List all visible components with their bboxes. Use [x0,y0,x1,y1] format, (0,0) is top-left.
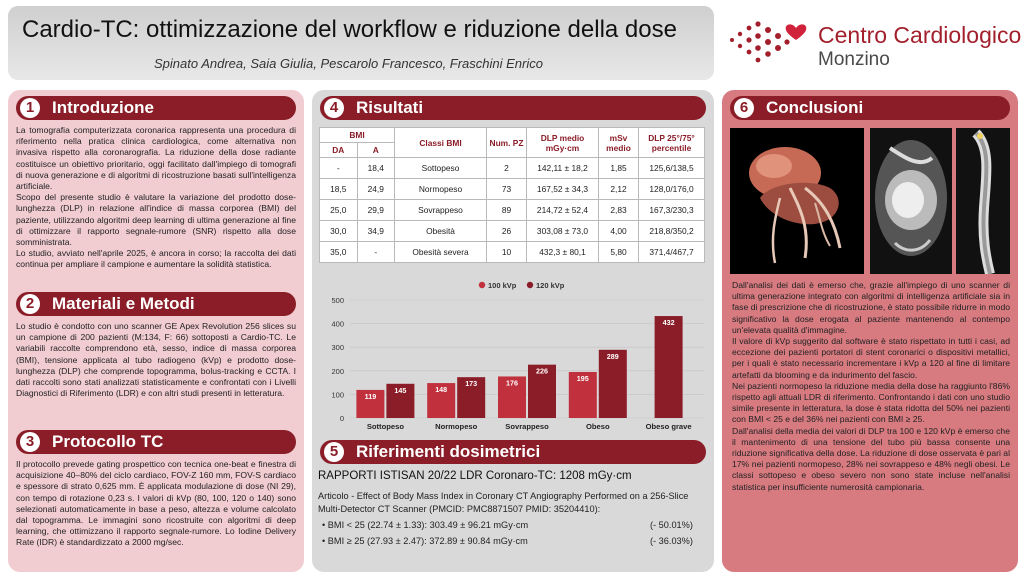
legend-label: 120 kVp [536,281,565,290]
cell-pct: 218,8/350,2 [639,221,705,242]
cell-msv: 2,12 [599,179,639,200]
cell-da: 30,0 [320,221,358,242]
cell-a: - [357,242,395,263]
col-pct: DLP 25°/75° percentile [639,128,705,158]
logo-dots-heart-icon [718,10,813,76]
cell-pct: 371,4/467,7 [639,242,705,263]
section-number: 4 [324,98,344,118]
section-header-introduzione [16,96,296,120]
data-label: 432 [662,318,675,328]
methods-text [16,321,296,399]
cell-msv: 2,83 [599,200,639,221]
section-title: Risultati [356,98,424,117]
cell-num: 89 [487,200,527,221]
conclusions-p4: Dall'analisi della media dei valori di DLP tra 100 e 120 kVp è emerso che il mantenimento di una tensione del tubo più bassa consente una riduzione significativa della dose. La riduzione di dose osservata è pari al 17% nei pazienti normopeso, 28% nei sovrappeso e 48% negli obesi. Le classi sottopeso e obeso severo non sono state incluse nell'analisi statistica per insufficiente numerosità campionaria. [732,425,1010,492]
intro-p2: Scopo del presente studio è valutare la variazione del prodotto dose-lunghezza (DLP) in relazione all'indice di massa corporea (BMI) del paziente, utilizzando algoritmi deep learning di ultima generazione al fine di ottimizzare il rapporto segnale-rumore (SNR) rispetto alla dose somministrata. [16,192,296,248]
section-title: Introduzione [52,98,154,117]
col-msv: mSv medio [599,128,639,158]
section-title: Materiali e Metodi [52,294,195,313]
data-label: 289 [606,351,619,361]
bar-120kVp-Obeso-grave [655,316,683,418]
section-title: Riferimenti dosimetrici [356,442,541,461]
cell-num: 10 [487,242,527,263]
ct-vessel-icon [956,128,1010,274]
cell-pct: 128,0/176,0 [639,179,705,200]
logo-line-1: Centro Cardiologico [818,22,1022,48]
ref-bullet-2-text: BMI ≥ 25 (27.93 ± 2.47): 372.89 ± 90.84 mGy·cm [327,536,528,546]
x-tick-label: Obeso grave [645,422,692,431]
conclusions-p1: Dall'analisi dei dati è emerso che, grazie all'impiego di uno scanner di ultima generazione integrato con algoritmi di intelligenza artificiale sia in fase di prescrizione che di ricostruzione, è stato possibile ridurre in modo significativo la dose erogata al paziente mantenendo al contempo un'elevata qualità d'immagine. [732,280,1010,335]
x-tick-label: Sovrappeso [505,422,549,431]
cell-dlp: 303,08 ± 73,0 [527,221,599,242]
ct-image-axial [870,128,952,274]
ref-article: Articolo - Effect of Body Mass Index in Coronary CT Angiography Performed on a 256-Slice Multi-Detector CT Scanner (PMCID: PMC8871507 PMID: 35204410): [318,491,689,514]
cell-classe: Sottopeso [395,158,487,179]
section-header-conclusioni [730,96,1010,120]
legend-swatch [479,282,485,288]
cell-msv: 5,80 [599,242,639,263]
ct-image-vessel [956,128,1010,274]
conclusions-text [732,280,1010,493]
section-title: Protocollo TC [52,432,164,451]
dlp-bar-chart [316,278,710,436]
data-label: 176 [506,378,518,388]
data-label: 173 [465,379,478,389]
ref-title: RAPPORTI ISTISAN 20/22 LDR Coronaro-TC: 1208 mGy·cm [318,470,632,482]
legend-swatch [527,282,533,288]
page-title: Cardio-TC: ottimizzazione del workflow e riduzione della dose [22,16,677,43]
cell-num: 73 [487,179,527,200]
methods-p1: Lo studio è condotto con uno scanner GE Apex Revolution 256 slices su un campione di 200 pazienti (M:134, F: 66) sottoposti a Cardio-TC. Le variabili raccolte comprendono età, sesso, indice di massa corporea (BMI), tensione applicata al tubo radiogeno (kVp) e prodotto dose-lunghezza (DLP) che comprende topogramma, bolus-tracking e CCTA. I dati raccolti sono stati analizzati statisticamente e confrontati con i Livelli Diagnostici di Riferimento (LDR) e con altri studi presenti in letteratura. [16,321,296,399]
col-dlp: DLP medio mGy·cm [527,128,599,158]
ct-axial-icon [870,128,952,274]
y-tick-label: 0 [339,414,344,423]
cell-da: 18,5 [320,179,358,200]
cell-dlp: 214,72 ± 52,4 [527,200,599,221]
cell-classe: Obesità [395,221,487,242]
section-header-materiali [16,292,296,316]
cell-num: 26 [487,221,527,242]
cell-a: 34,9 [357,221,395,242]
data-label: 226 [536,366,548,376]
section-number: 3 [20,432,40,452]
header-banner [8,6,714,80]
section-header-riferimenti [320,440,706,464]
cell-pct: 125,6/138,5 [639,158,705,179]
table-row [320,179,705,200]
cell-msv: 1,85 [599,158,639,179]
col-bmi: BMI [320,128,395,143]
cell-dlp: 167,52 ± 34,3 [527,179,599,200]
heart-render-icon [730,128,864,274]
intro-p1: La tomografia computerizzata coronarica rappresenta una procedura di riferimento nella pratica clinica cardiologica, come alternativa non invasiva rispetto alla coronarografia. La riduzione della dose radiante costituisce un obiettivo prioritario, oggi facilitato dall'impiego di tomografi di nuova generazione e di algoritmi di ricostruzione basati sull'intelligenza artificiale. [16,125,296,192]
cell-dlp: 432,3 ± 80,1 [527,242,599,263]
ref-bullet-1-pct: (- 50.01%) [650,520,693,530]
data-label: 145 [394,385,407,395]
ref-bullet-2-pct: (- 36.03%) [650,536,693,546]
cell-da: 35,0 [320,242,358,263]
legend-label: 100 kVp [488,281,517,290]
x-tick-label: Normopeso [435,422,478,431]
x-tick-label: Obeso [585,422,610,431]
section-title: Conclusioni [766,98,864,117]
ref-bullet-2: • BMI ≥ 25 (27.93 ± 2.47): 372.89 ± 90.84 mGy·cm [322,536,528,546]
y-tick-label: 100 [331,390,344,400]
protocol-p1: Il protocollo prevede gating prospettico con tecnica one-beat e finestra di acquisizione 40–80% del ciclo cardiaco, FOV-Z 160 mm, FOV-S cardiaco e spessore di strato 0,625 mm. È applicata modulazione di dose (NI 29), con tempo di rotazione 0,23 s. I valori di kVp (80, 100, 120 o 140) sono selezionati automaticamente in base a peso, altezza e volume calcolato dal topogramma. Le immagini sono ricostruite con algoritmi di deep learning, che ottimizzano il rapporto segnale-rumore. Lo Iodine Delivery Rate (IDR) è standardizzato a 2000 mg/sec. [16,459,296,548]
cell-classe: Obesità severa [395,242,487,263]
intro-p3: Lo studio, avviato nell'aprile 2025, è ancora in corso; la raccolta dei dati continua per ampliare il campione e aumentare la solidità statistica. [16,248,296,270]
cell-da: 25,0 [320,200,358,221]
table-row [320,158,705,179]
section-number: 6 [734,98,754,118]
section-header-protocollo [16,430,296,454]
cell-a: 29,9 [357,200,395,221]
cell-a: 18,4 [357,158,395,179]
section-number: 1 [20,98,40,118]
protocol-text [16,459,296,549]
cell-da: - [320,158,358,179]
section-number: 5 [324,442,344,462]
cell-classe: Sovrappeso [395,200,487,221]
cell-dlp: 142,11 ± 18,2 [527,158,599,179]
data-label: 148 [435,385,448,395]
table-row [320,221,705,242]
ref-bullet-1: • BMI < 25 (22.74 ± 1.33): 303.49 ± 96.21 mGy·cm [322,520,529,530]
cell-classe: Normopeso [395,179,487,200]
y-tick-label: 200 [331,366,344,376]
ct-image-3d-heart [730,128,864,274]
cell-num: 2 [487,158,527,179]
logo [718,10,1022,76]
results-table [319,127,705,263]
ref-bullet-1-text: BMI < 25 (22.74 ± 1.33): 303.49 ± 96.21 mGy·cm [327,520,529,530]
intro-text [16,125,296,271]
col-num: Num. PZ [487,128,527,158]
conclusions-p3: Nei pazienti normopeso la riduzione media della dose ha raggiunto l'86% rispetto agli attuali LDR di riferimento. Confrontando i dati con uno studio simile presente in letteratura, la dose è stata ridotta del 50% nei pazienti con BMI < 25 e del 36% nei pazienti con BMI ≥ 25. [732,380,1010,425]
logo-line-2: Monzino [818,49,890,70]
y-tick-label: 300 [331,343,344,353]
cell-msv: 4,00 [599,221,639,242]
col-da: DA [320,143,358,158]
cell-a: 24,9 [357,179,395,200]
table-row [320,242,705,263]
conclusions-p2: Il valore di kVp suggerito dal software è stato rispettato in tutti i casi, ad eccezione dei pazienti portatori di stent coronarici o dispositivi metallici, per i quali è stato necessario incrementare i kVp a 120 al fine di limitare artefatti da blooming e da indurimento del fascio. [732,336,1010,380]
col-a: A [357,143,395,158]
cell-pct: 167,3/230,3 [639,200,705,221]
table-row [320,200,705,221]
data-label: 119 [364,391,377,401]
x-tick-label: Sottopeso [366,422,404,431]
section-header-risultati [320,96,706,120]
section-number: 2 [20,294,40,314]
y-tick-label: 500 [331,296,344,305]
col-classi: Classi BMI [395,128,487,158]
authors: Spinato Andrea, Saia Giulia, Pescarolo Francesco, Fraschini Enrico [154,56,543,71]
data-label: 195 [576,373,589,383]
y-tick-label: 400 [331,319,344,329]
